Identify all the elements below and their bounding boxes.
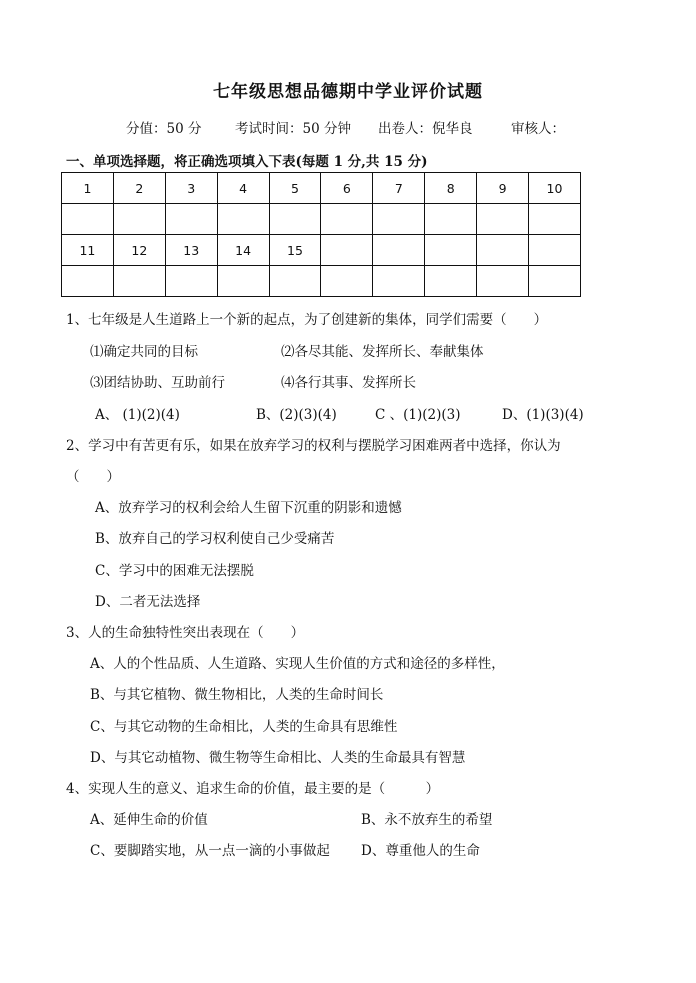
question-4-choice-b[interactable]: B、永不放弃生的希望 xyxy=(361,812,493,828)
number-cell: 12 xyxy=(113,235,165,266)
number-cell: 14 xyxy=(217,235,269,266)
answer-cell[interactable] xyxy=(269,266,321,297)
question-1-item-3: ⑶团结协助、互助前行 xyxy=(90,375,225,391)
answer-cell[interactable] xyxy=(165,204,217,235)
answer-cell[interactable] xyxy=(269,204,321,235)
question-3-choice-a[interactable]: A、人的个性品质、人生道路、实现人生价值的方式和途径的多样性， xyxy=(90,656,505,672)
number-cell: 11 xyxy=(62,235,114,266)
question-2-choice-b[interactable]: B、放弃自己的学习权利使自己少受痛苦 xyxy=(95,531,335,547)
number-cell: 1 xyxy=(62,173,114,204)
number-cell: 5 xyxy=(269,173,321,204)
answer-row-1 xyxy=(62,204,581,235)
answer-cell[interactable] xyxy=(425,204,477,235)
question-1-choice-d[interactable]: D、(1)(3)(4) xyxy=(502,407,584,423)
answer-cell[interactable] xyxy=(165,266,217,297)
question-4-stem: 4、实现人生的意义、追求生命的价值，最主要的是（ ） xyxy=(66,781,440,797)
question-2-choice-c[interactable]: C、学习中的困难无法摆脱 xyxy=(95,563,254,579)
number-cell: 9 xyxy=(477,173,529,204)
number-cell: 15 xyxy=(269,235,321,266)
number-cell xyxy=(529,235,581,266)
question-3-choice-c[interactable]: C、与其它动物的生命相比，人类的生命具有思维性 xyxy=(90,719,398,735)
number-cell: 3 xyxy=(165,173,217,204)
question-4-choice-a[interactable]: A、延伸生命的价值 xyxy=(90,812,208,828)
question-3-choice-b[interactable]: B、与其它植物、微生物相比，人类的生命时间长 xyxy=(90,687,384,703)
question-1-item-2: ⑵各尽其能、发挥所长、奉献集体 xyxy=(281,344,484,360)
answer-cell[interactable] xyxy=(113,266,165,297)
number-cell: 7 xyxy=(373,173,425,204)
setter-text: 出卷人：倪华良 xyxy=(378,121,473,137)
number-cell: 8 xyxy=(425,173,477,204)
answer-cell[interactable] xyxy=(62,266,114,297)
question-1-item-4: ⑷各行其事、发挥所长 xyxy=(281,375,416,391)
answer-cell[interactable] xyxy=(477,204,529,235)
answer-cell[interactable] xyxy=(321,204,373,235)
number-cell: 13 xyxy=(165,235,217,266)
number-cell xyxy=(321,235,373,266)
number-cell: 10 xyxy=(529,173,581,204)
number-cell: 4 xyxy=(217,173,269,204)
answer-table xyxy=(61,172,581,297)
question-2-choice-d[interactable]: D、二者无法选择 xyxy=(95,594,201,610)
question-3-stem: 3、人的生命独特性突出表现在（ ） xyxy=(66,625,305,641)
answer-cell[interactable] xyxy=(62,204,114,235)
number-row-2 xyxy=(62,235,581,266)
time-text: 考试时间：50 分钟 xyxy=(235,121,351,137)
question-3-choice-d[interactable]: D、与其它动植物、微生物等生命相比、人类的生命最具有智慧 xyxy=(90,750,466,766)
number-cell xyxy=(373,235,425,266)
question-1-choice-b[interactable]: B、(2)(3)(4) xyxy=(256,407,337,423)
page-title: 七年级思想品德期中学业评价试题 xyxy=(213,82,483,102)
answer-cell[interactable] xyxy=(477,266,529,297)
number-cell: 2 xyxy=(113,173,165,204)
reviewer-text: 审核人： xyxy=(511,121,565,137)
question-1-choice-a[interactable]: A、 (1)(2)(4) xyxy=(95,407,180,423)
question-4-choice-d[interactable]: D、尊重他人的生命 xyxy=(361,843,480,859)
number-cell: 6 xyxy=(321,173,373,204)
question-1-item-1: ⑴确定共同的目标 xyxy=(90,344,198,360)
score-text: 分值：50 分 xyxy=(126,121,202,137)
answer-cell[interactable] xyxy=(373,266,425,297)
answer-cell[interactable] xyxy=(113,204,165,235)
answer-cell[interactable] xyxy=(529,204,581,235)
section-heading: 一、单项选择题，将正确选项填入下表(每题 1 分,共 15 分) xyxy=(66,154,428,170)
question-2-stem: 2、学习中有苦更有乐，如果在放弃学习的权利与摆脱学习困难两者中选择，你认为 xyxy=(66,438,561,454)
question-4-choice-c[interactable]: C、要脚踏实地，从一点一滴的小事做起 xyxy=(90,843,330,859)
answer-cell[interactable] xyxy=(373,204,425,235)
question-1-choice-c[interactable]: C 、(1)(2)(3) xyxy=(375,407,461,423)
answer-cell[interactable] xyxy=(425,266,477,297)
answer-cell[interactable] xyxy=(217,204,269,235)
number-cell xyxy=(425,235,477,266)
question-1-stem: 1、七年级是人生道路上一个新的起点，为了创建新的集体，同学们需要（ ） xyxy=(66,312,548,328)
answer-cell[interactable] xyxy=(529,266,581,297)
question-2-blank: （ ） xyxy=(66,469,120,485)
answer-cell[interactable] xyxy=(321,266,373,297)
question-2-choice-a[interactable]: A、放弃学习的权利会给人生留下沉重的阴影和遗憾 xyxy=(95,500,402,516)
answer-row-2 xyxy=(62,266,581,297)
number-cell xyxy=(477,235,529,266)
answer-cell[interactable] xyxy=(217,266,269,297)
number-row-1 xyxy=(62,173,581,204)
